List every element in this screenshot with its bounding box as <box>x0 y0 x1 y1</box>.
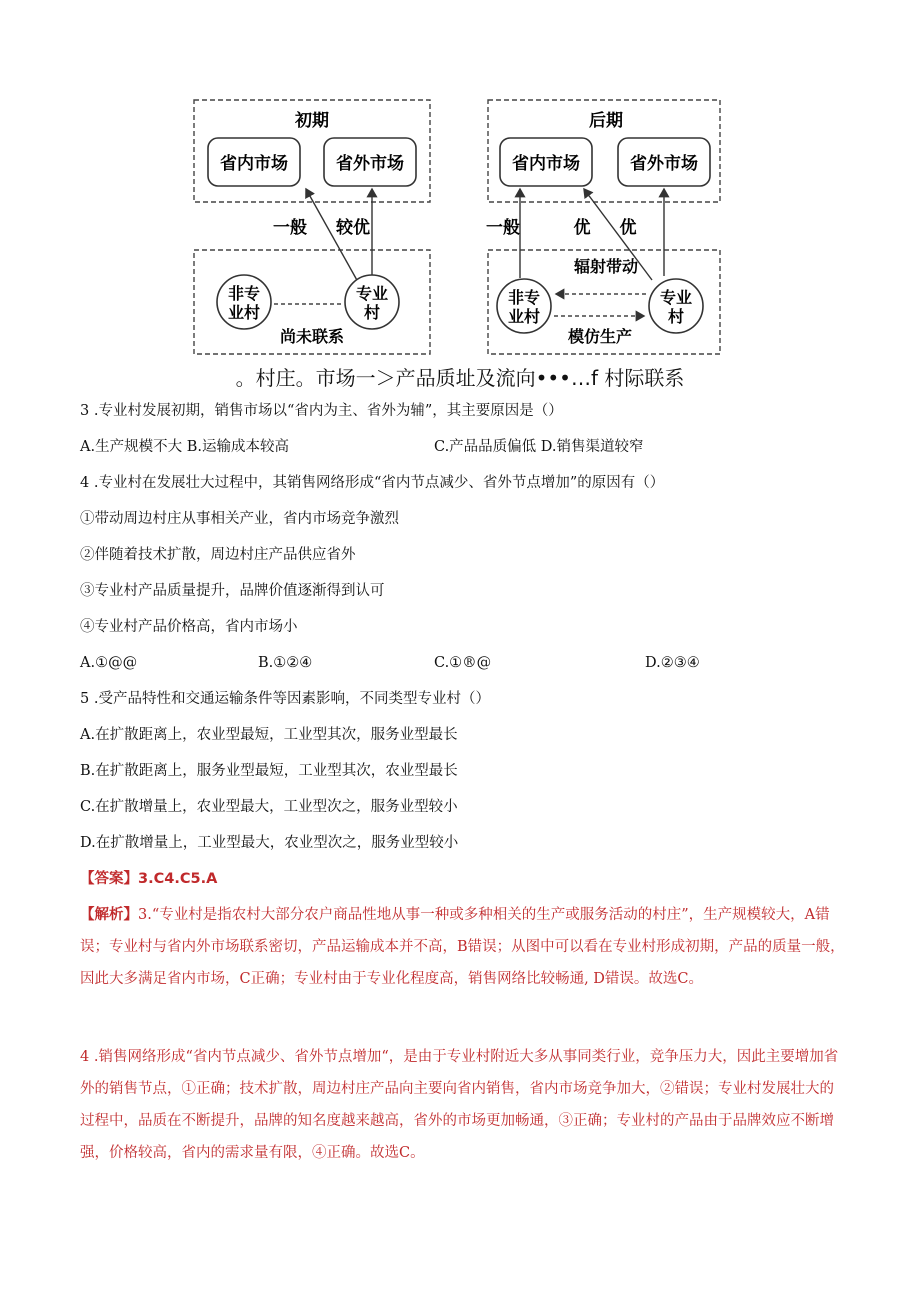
left-special-2: 村 <box>363 303 381 322</box>
right-market-inner: 省内市场 <box>512 154 580 174</box>
q3-options-cd: C.产品品质偏低 D.销售渠道较窄 <box>434 439 644 455</box>
right-market-outer: 省外市场 <box>630 154 698 174</box>
right-special-2: 村 <box>667 307 685 326</box>
q4-option-d: D.②③④ <box>645 655 700 671</box>
right-title: 后期 <box>589 111 623 131</box>
left-special-1: 专业 <box>355 284 389 303</box>
q4-statement-1: ①带动周边村庄从事相关产业，省内市场竞争激烈 <box>80 511 399 527</box>
q5-option-d: D.在扩散增量上，工业型最大，农业型次之，服务业型较小 <box>80 835 459 851</box>
q3-options-ab: A.生产规模不大 B.运输成本较高 <box>80 439 289 455</box>
answer-value: 3.C4.C5.A <box>138 871 218 887</box>
q4-statement-4: ④专业村产品价格高，省内市场小 <box>80 619 298 635</box>
right-special-1: 专业 <box>659 288 693 307</box>
analysis-label: 【解析】 <box>80 906 138 923</box>
right-flow-outer: 优 <box>619 218 637 238</box>
q5-option-c: C.在扩散增量上，农业型最大，工业型次之，服务业型较小 <box>80 799 458 815</box>
left-flow-inner: 一般 <box>273 218 307 238</box>
left-market-inner: 省内市场 <box>220 154 288 174</box>
q4-stem: 4 .专业村在发展壮大过程中，其销售网络形成“省内节点减少、省外节点增加”的原因有（） <box>80 475 665 491</box>
right-radiate: 辐射带动 <box>573 257 639 276</box>
q5-option-b: B.在扩散距离上，服务业型最短，工业型其次，农业型最长 <box>80 763 458 779</box>
q4-option-b: B.①②④ <box>258 655 313 671</box>
q4-option-a: A.①@@ <box>80 655 138 671</box>
q4-statement-3: ③专业村产品质量提升，品牌价值逐渐得到认可 <box>80 583 385 599</box>
answer-line <box>80 869 217 889</box>
answer-label: 【答案】 <box>80 870 138 887</box>
left-relation: 尚未联系 <box>279 327 345 346</box>
q5-option-a: A.在扩散距离上，农业型最短，工业型其次，服务业型最长 <box>80 727 458 743</box>
left-non-special-1: 非专 <box>227 284 261 303</box>
right-panel <box>486 100 720 354</box>
right-imitate: 模仿生产 <box>567 327 633 346</box>
q4-statement-2: ②伴随着技术扩散，周边村庄产品供应省外 <box>80 547 356 563</box>
diagram-svg <box>190 96 698 358</box>
right-non-special-2: 业村 <box>507 307 541 326</box>
analysis-paragraph-1 <box>80 899 845 995</box>
left-market-outer: 省外市场 <box>336 154 404 174</box>
diagram-caption: 。村庄。市场一＞产品质址及流向•••…f 村际联系 <box>235 366 685 390</box>
analysis-text-1: 3.“专业村是指农村大部分农户商品性地从事一种或多种相关的生产或服务活动的村庄”，生产规模较大，A错误；专业村与省内外市场联系密切，产品运输成本并不高，B错误；从图中可以看在专业村形成初期，产品的质量一般，因此大多满足省内市场，C正确；专业村由于专业化程度高，销售网络比较畅通, D错误。故选C。 <box>80 907 845 987</box>
q3-stem: 3 .专业村发展初期，销售市场以“省内为主、省外为辅”，其主要原因是（） <box>80 403 563 419</box>
q4-option-c: C.①®@ <box>434 655 492 671</box>
right-flow-mid: 优 <box>573 218 591 238</box>
village-market-diagram <box>190 96 698 358</box>
left-title: 初期 <box>295 111 329 131</box>
analysis-paragraph-2: 4 .销售网络形成“省内节点减少、省外节点增加“，是由于专业村附近大多从事同类行业，竞争压力大，因此主要增加省外的销售节点，①正确；技术扩散，周边村庄产品向主要向省内销售，省内市场竞争加大，②错误；专业村发展壮大的过程中，品质在不断提升，品牌的知名度越来越高，省外的市场更加畅通，③正确；专业村的产品由于品牌效应不断增强，价格较高，省内的需求量有限，④正确。故选C。 <box>80 1049 839 1161</box>
left-panel <box>194 100 430 354</box>
left-non-special-2: 业村 <box>227 303 261 322</box>
right-non-special-1: 非专 <box>507 288 541 307</box>
right-flow-inner: 一般 <box>486 218 520 238</box>
q5-stem: 5 .受产品特性和交通运输条件等因素影响，不同类型专业村（） <box>80 691 490 707</box>
left-flow-outer: 较优 <box>336 218 370 238</box>
